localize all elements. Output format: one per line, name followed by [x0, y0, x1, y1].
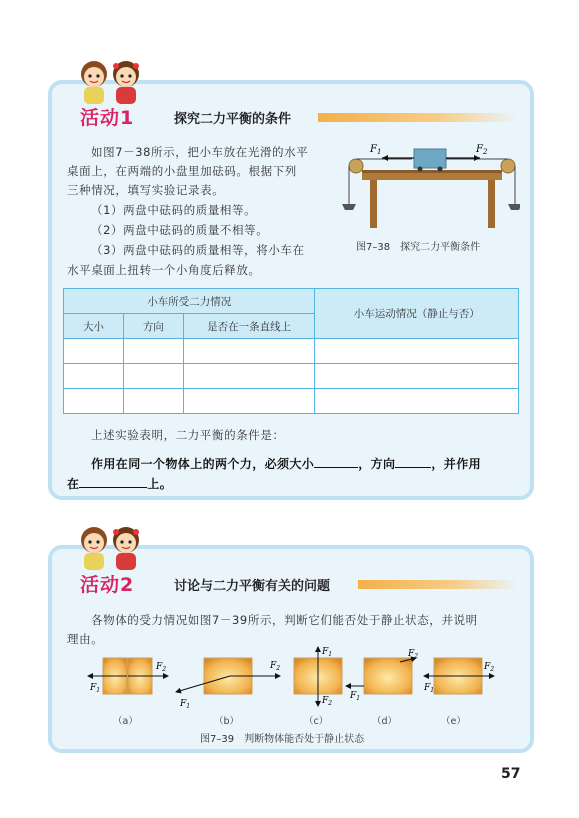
table-cell[interactable]	[64, 339, 124, 364]
motion-result-header: 小车运动情况（静止与否）	[315, 289, 519, 339]
figure-7-38-cart-apparatus	[340, 138, 520, 234]
fill-line-1	[91, 455, 481, 472]
activity2-text-line-2: 理由。	[67, 632, 104, 646]
table-cell[interactable]	[123, 339, 183, 364]
conclusion-lead: 上述实验表明，二力平衡的条件是：	[91, 428, 285, 442]
fig39a-f2-label: $F_2$	[156, 662, 167, 673]
fill-text-e: 上。	[147, 477, 173, 491]
fig39a-f1-label: $F_1$	[90, 683, 101, 694]
fill-text-c: ，并作用	[431, 457, 482, 471]
figure-7-38-caption: 图7–38 探究二力平衡条件	[356, 242, 481, 253]
direction-header: 方向	[123, 314, 183, 339]
fill-line-2	[67, 475, 172, 492]
panel-label-d: （d）	[372, 716, 398, 727]
activity2-title: 讨论与二力平衡有关的问题	[174, 579, 331, 594]
table-row	[64, 389, 519, 414]
condition-item-2: （2）两盘中砝码的质量不相等。	[91, 223, 269, 237]
fill-text-a: 作用在同一个物体上的两个力，必须大小	[91, 457, 315, 471]
children-mascot-icon	[74, 54, 146, 106]
panel-label-c: （c）	[304, 716, 329, 727]
fig39b-f1-label: $F_1$	[180, 699, 191, 708]
panel-label-b: （b）	[214, 716, 240, 727]
blank-magnitude[interactable]	[314, 455, 358, 468]
children-mascot-icon	[74, 520, 146, 572]
blank-direction[interactable]	[395, 455, 431, 468]
page-number: 57	[501, 766, 521, 782]
intro-line-2: 桌面上，在两端的小盘里加砝码。根据下列	[67, 164, 297, 178]
table-cell[interactable]	[183, 364, 315, 389]
activity2-title-bar	[358, 580, 518, 589]
activity1-title-bar	[318, 113, 518, 122]
activity2-label: 活动2	[80, 574, 135, 596]
fig39e-f2-label: $F_2$	[484, 662, 495, 673]
activity2-text-line-1: 各物体的受力情况如图7－39所示，判断它们能否处于静止状态，并说明	[91, 613, 478, 627]
fig38-f1-label: $F_1$	[370, 144, 382, 156]
table-row	[64, 364, 519, 389]
table-row	[64, 339, 519, 364]
table-cell[interactable]	[315, 389, 519, 414]
condition-item-3: （3）两盘中砝码的质量相等，将小车在	[91, 243, 305, 257]
table-cell[interactable]	[183, 389, 315, 414]
force-condition-header: 小车所受二力情况	[64, 289, 315, 314]
fig38-f2-label: $F_2$	[476, 144, 488, 156]
table-cell[interactable]	[64, 364, 124, 389]
experiment-record-table	[63, 288, 519, 414]
fill-text-d: 在	[67, 477, 80, 491]
condition-item-1: （1）两盘中砝码的质量相等。	[91, 203, 257, 217]
table-cell[interactable]	[64, 389, 124, 414]
panel-label-a: （a）	[113, 716, 138, 727]
fig39b-f2-label: $F_2$	[270, 661, 281, 672]
blank-line[interactable]	[79, 475, 147, 488]
table-cell[interactable]	[315, 364, 519, 389]
magnitude-header: 大小	[64, 314, 124, 339]
activity1-label: 活动1	[80, 107, 135, 129]
same-line-header: 是否在一条直线上	[183, 314, 315, 339]
table-cell[interactable]	[123, 364, 183, 389]
table-cell[interactable]	[123, 389, 183, 414]
table-cell[interactable]	[183, 339, 315, 364]
fig39e-f1-label: $F_1$	[424, 683, 435, 694]
activity1-title: 探究二力平衡的条件	[174, 112, 292, 127]
condition-item-3-cont: 水平桌面上扭转一个小角度后释放。	[67, 263, 261, 277]
figure-7-39-force-diagrams	[80, 646, 500, 708]
table-cell[interactable]	[315, 339, 519, 364]
fig39d-f1-label: $F_1$	[350, 691, 361, 702]
panel-label-e: （e）	[441, 716, 466, 727]
fig39c-f2-label: $F_2$	[322, 696, 333, 707]
fig39d-f2-label: $F_2$	[408, 649, 419, 660]
fill-text-b: ，方向	[358, 457, 396, 471]
figure-7-39-caption: 图7–39 判断物体能否处于静止状态	[200, 734, 365, 745]
fig39c-f1-label: $F_1$	[322, 647, 333, 658]
intro-line-1: 如图7－38所示，把小车放在光滑的水平	[91, 145, 309, 159]
intro-line-3: 三种情况，填写实验记录表。	[67, 183, 225, 197]
